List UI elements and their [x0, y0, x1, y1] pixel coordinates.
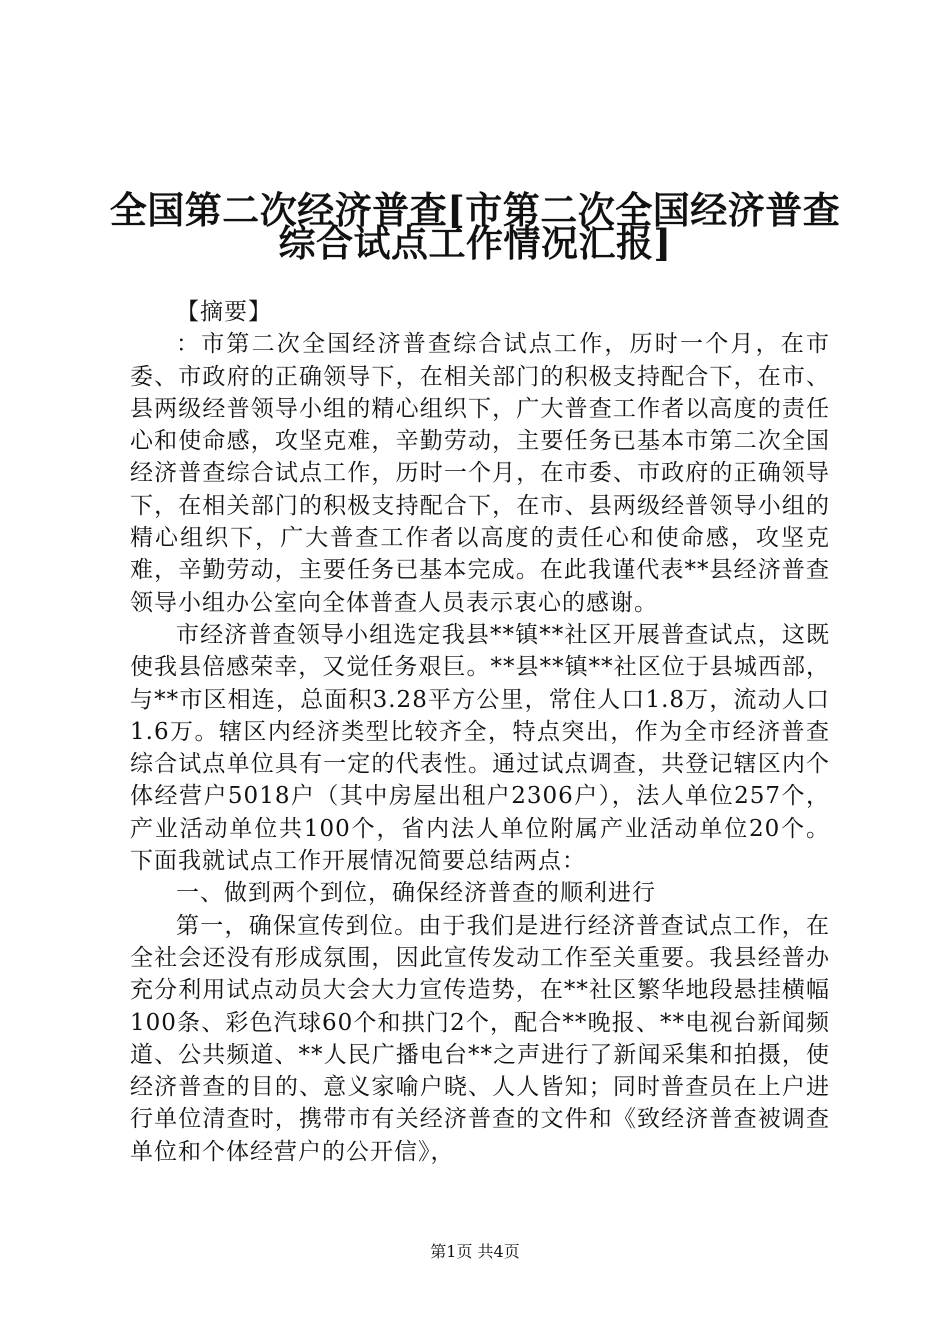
document-title-line-1: 全国第二次经济普查[市第二次全国经济普查: [109, 188, 841, 232]
document-body: [130, 296, 830, 1168]
abstract-label: 【摘要】: [176, 299, 272, 325]
paragraph-2: 市经济普查领导小组选定我县**镇**社区开展普查试点，这既使我县倍感荣幸，又觉任务艰巨。**县**镇**社区位于县城西部，与**市区相连，总面积3.28平方公里，常住人口1.8万，流动人口1.6万。辖区内经济类型比较齐全，特点突出，作为全市经济普查综合试点单位具有一定的代表性。通过试点调查，共登记辖区内个体经营户5018户（其中房屋出租户2306户），法人单位257个，产业活动单位共100个，省内法人单位附属产业活动单位20个。下面我就试点工作开展情况简要总结两点：: [130, 621, 830, 875]
page-footer: 第1页 共4页: [430, 1242, 520, 1261]
paragraph-3: 第一，确保宣传到位。由于我们是进行经济普查试点工作，在全社会还没有形成氛围，因此宣传发动工作至关重要。我县经普办充分利用试点动员大会大力宣传造势，在**社区繁华地段悬挂横幅100条、彩色汽球60个和拱门2个，配合**晚报、**电视台新闻频道、公共频道、**人民广播电台**之声进行了新闻采集和拍摄，使经济普查的目的、意义家喻户晓、人人皆知；同时普查员在上户进行单位清查时，携带市有关经济普查的文件和《致经济普查被调查单位和个体经营户的公开信》，: [130, 912, 830, 1165]
document-title-line-2: 综合试点工作情况汇报]: [278, 221, 672, 265]
paragraph-1: ：市第二次全国经济普查综合试点工作，历时一个月，在市委、市政府的正确领导下，在相关部门的积极支持配合下，在市、县两级经普领导小组的精心组织下，广大普查工作者以高度的责任心和使命感，攻坚克难，辛勤劳动，主要任务已基本市第二次全国经济普查综合试点工作，历时一个月，在市委、市政府的正确领导下，在相关部门的积极支持配合下，在市、县两级经普领导小组的精心组织下，广大普查工作者以高度的责任心和使命感，攻坚克难，辛勤劳动，主要任务已基本完成。在此我谨代表**县经济普查领导小组办公室向全体普查人员表示衷心的感谢。: [130, 331, 830, 616]
section-heading-1: 一、做到两个到位，确保经济普查的顺利进行: [176, 880, 656, 907]
